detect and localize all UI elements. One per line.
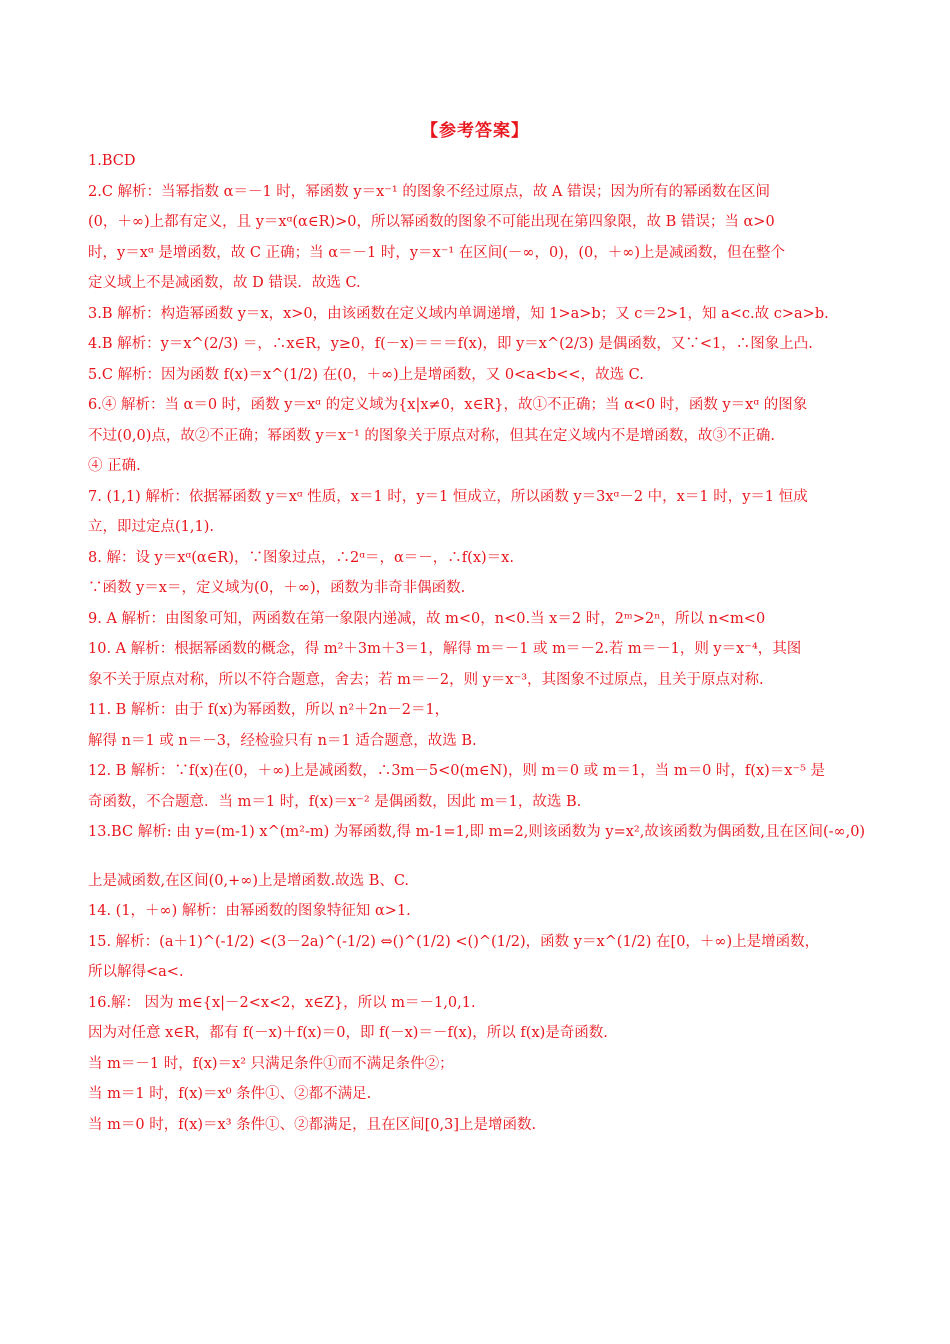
answer-line: 14. (1，＋∞) 解析：由幂函数的图象特征知 α>1.	[88, 903, 411, 919]
answer-line: 3.B 解析：构造幂函数 y＝x，x>0，由该函数在定义域内单调递增，知 1>a>b；又 c＝2>1，知 a<c.故 c>a>b.	[88, 305, 829, 322]
answer-line: (0，＋∞)上都有定义，且 y＝xᵅ(α∈R)>0，所以幂函数的图象不可能出现在第四象限，故 B 错误；当 α>0	[88, 214, 775, 230]
answer-line: 象不关于原点对称，所以不符合题意，舍去；若 m＝－2，则 y＝x⁻³，其图象不过原点，且关于原点对称.	[88, 671, 764, 688]
answer-line: 2.C 解析：当幂指数 α＝－1 时，幂函数 y＝x⁻¹ 的图象不经过原点，故 A 错误；因为所有的幂函数在区间	[88, 183, 771, 200]
answer-line: 所以解得<a<.	[88, 964, 184, 980]
answer-content	[88, 146, 868, 1140]
answer-line: 16.解： 因为 m∈{x|－2<x<2，x∈Z}，所以 m＝－1,0,1.	[88, 994, 476, 1011]
answer-line: 15. 解析：(a＋1)^(-1/2) <(3－2a)^(-1/2) ⇔()^(1/2) <()^(1/2)，函数 y＝x^(1/2) 在[0，＋∞)上是增函数，	[88, 933, 820, 950]
answer-line: 解得 n＝1 或 n＝－3，经检验只有 n＝1 适合题意，故选 B.	[88, 732, 477, 749]
answer-line: 当 m＝－1 时，f(x)＝x² 只满足条件①而不满足条件②；	[88, 1055, 454, 1072]
answer-line: 8. 解：设 y＝xᵅ(α∈R)，∵图象过点，∴2ᵅ＝，α＝－，∴f(x)＝x.	[88, 549, 514, 566]
answer-line: 11. B 解析：由于 f(x)为幂函数，所以 n²＋2n－2＝1，	[88, 702, 450, 718]
spacer	[88, 848, 868, 866]
answer-line: 因为对任意 x∈R，都有 f(－x)＋f(x)＝0，即 f(－x)＝－f(x)，所以 f(x)是奇函数.	[88, 1025, 608, 1041]
answer-line: 13.BC 解析: 由 y=(m-1) x^(m²-m) 为幂函数,得 m-1=1,即 m=2,则该函数为 y=x²,故该函数为偶函数,且在区间(-∞,0)	[88, 824, 866, 840]
answer-line: 6.④ 解析：当 α＝0 时，函数 y＝xᵅ 的定义域为{x|x≠0，x∈R}，故①不正确；当 α<0 时，函数 y＝xᵅ 的图象	[88, 397, 808, 413]
answer-line: 1.BCD	[88, 153, 136, 169]
answer-line: 9. A 解析：由图象可知，两函数在第一象限内递减，故 m<0，n<0.当 x＝2 时，2ᵐ>2ⁿ，所以 n<m<0	[88, 610, 766, 627]
answer-line: 不过(0,0)点，故②不正确；幂函数 y＝x⁻¹ 的图象关于原点对称，但其在定义域内不是增函数，故③不正确.	[88, 427, 776, 444]
answer-line: 4.B 解析：y＝x^(2/3) ＝，∴x∈R，y≥0，f(－x)＝＝＝f(x)，即 y＝x^(2/3) 是偶函数，又∵<1，∴图象上凸.	[88, 336, 813, 352]
answer-line: 时，y＝xᵅ 是增函数，故 C 正确；当 α＝－1 时，y＝x⁻¹ 在区间(－∞，0)，(0，＋∞)上是减函数，但在整个	[88, 244, 786, 261]
answer-line: ④ 正确.	[88, 458, 141, 474]
answer-line: 立，即过定点(1,1).	[88, 519, 214, 535]
answer-line: 奇函数，不合题意．当 m＝1 时，f(x)＝x⁻² 是偶函数，因此 m＝1，故选 B.	[88, 793, 582, 810]
answer-line: 5.C 解析：因为函数 f(x)＝x^(1/2) 在(0，＋∞)上是增函数，又 0<a<b<<，故选 C.	[88, 366, 644, 383]
answer-line: 定义域上不是减函数，故 D 错误．故选 C.	[88, 275, 361, 291]
answer-line: ∵函数 y＝x＝，定义域为(0，＋∞)，函数为非奇非偶函数.	[88, 580, 466, 596]
answer-line: 当 m＝0 时，f(x)＝x³ 条件①、②都满足，且在区间[0,3]上是增函数.	[88, 1116, 537, 1133]
answer-line: 7. (1,1) 解析：依据幂函数 y＝xᵅ 性质，x＝1 时，y＝1 恒成立，所以函数 y＝3xᵅ－2 中，x＝1 时，y＝1 恒成	[88, 488, 808, 505]
answer-line: 10. A 解析：根据幂函数的概念，得 m²＋3m＋3＝1，解得 m＝－1 或 m＝－2.若 m＝－1，则 y＝x⁻⁴，其图	[88, 641, 802, 657]
answer-title: 【参考答案】	[421, 121, 529, 141]
answer-line: 当 m＝1 时，f(x)＝x⁰ 条件①、②都不满足.	[88, 1086, 372, 1102]
answer-line: 上是减函数,在区间(0,+∞)上是增函数.故选 B、C.	[88, 872, 410, 889]
answer-line: 12. B 解析：∵f(x)在(0，＋∞)上是减函数，∴3m－5<0(m∈N)，则 m＝0 或 m＝1，当 m＝0 时，f(x)＝x⁻⁵ 是	[88, 763, 826, 779]
